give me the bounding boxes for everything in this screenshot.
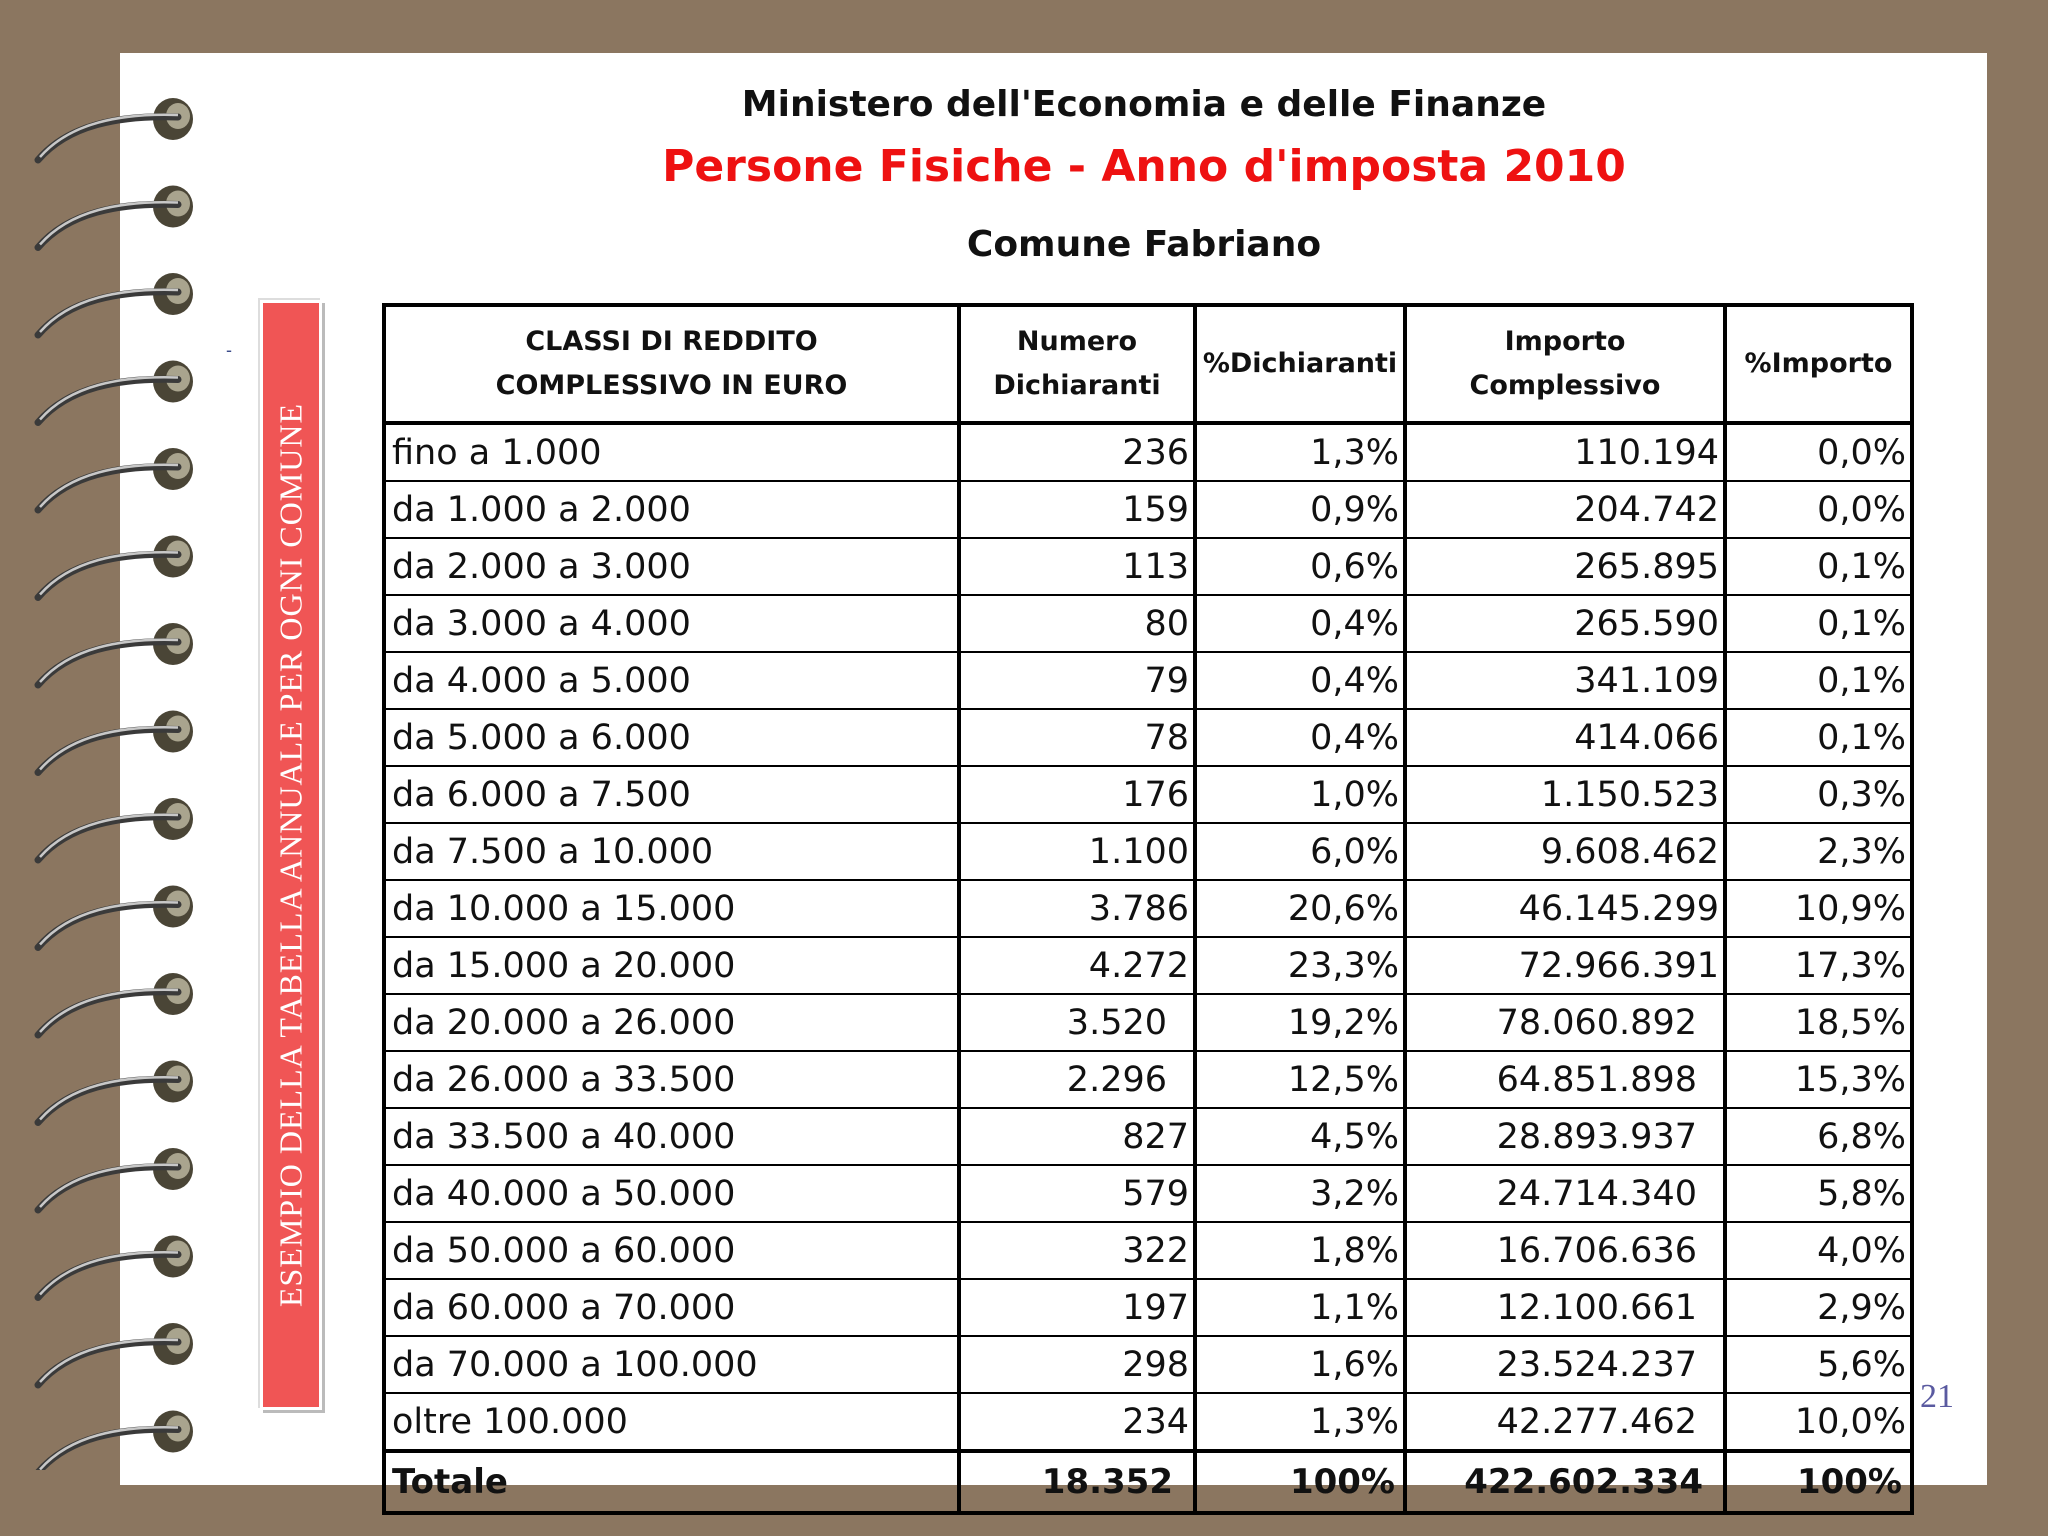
side-label-text: ESEMPIO DELLA TABELLA ANNUALE PER OGNI COMUNE [272, 402, 309, 1308]
cell-pct-amount: 2,3% [1725, 823, 1912, 880]
cell-pct-count: 1,3% [1195, 1393, 1405, 1451]
cell-count: 78 [959, 709, 1195, 766]
spiral-binding [28, 90, 228, 1470]
spiral-coil [38, 448, 193, 510]
spiral-coil [38, 1236, 193, 1298]
cell-income-class: da 50.000 a 60.000 [384, 1222, 959, 1279]
cell-pct-amount: 10,9% [1725, 880, 1912, 937]
side-label-banner [260, 300, 322, 1410]
cell-pct-count: 4,5% [1195, 1108, 1405, 1165]
cell-count: 322 [959, 1222, 1195, 1279]
cell-pct-amount: 0,1% [1725, 538, 1912, 595]
spiral-coil [38, 536, 193, 598]
table-row [384, 994, 1912, 1051]
municipality-title: Comune Fabriano [966, 224, 1322, 265]
cell-income-class: da 20.000 a 26.000 [384, 994, 959, 1051]
cell-count: 234 [959, 1393, 1195, 1451]
report-title: Persone Fisiche - Anno d'imposta 2010 [662, 141, 1626, 192]
cell-count: 80 [959, 595, 1195, 652]
cell-count: 298 [959, 1336, 1195, 1393]
cell-pct-count: 0,6% [1195, 538, 1405, 595]
cell-pct-amount: 10,0% [1725, 1393, 1912, 1451]
cell-amount: 24.714.340 [1405, 1165, 1725, 1222]
cell-amount: 72.966.391 [1405, 937, 1725, 994]
cell-count: 4.272 [959, 937, 1195, 994]
cell-income-class: oltre 100.000 [384, 1393, 959, 1451]
cell-pct-count: 1,8% [1195, 1222, 1405, 1279]
header-amount: Importo Complessivo [1405, 305, 1725, 423]
cell-income-class: da 70.000 a 100.000 [384, 1336, 959, 1393]
table-row [384, 595, 1912, 652]
header-count: Numero Dichiaranti [959, 305, 1195, 423]
cell-amount: 265.590 [1405, 595, 1725, 652]
cell-income-class: da 33.500 a 40.000 [384, 1108, 959, 1165]
cell-count: 79 [959, 652, 1195, 709]
table-row [384, 880, 1912, 937]
table-row [384, 709, 1912, 766]
spiral-coil [38, 886, 193, 948]
cell-income-class: da 40.000 a 50.000 [384, 1165, 959, 1222]
cell-pct-count: 0,9% [1195, 481, 1405, 538]
table-row [384, 1279, 1912, 1336]
cell-pct-amount: 0,0% [1725, 481, 1912, 538]
cell-income-class: da 4.000 a 5.000 [384, 652, 959, 709]
cell-total-amount: 422.602.334 [1405, 1451, 1725, 1513]
cell-income-class: da 15.000 a 20.000 [384, 937, 959, 994]
cell-income-class: da 3.000 a 4.000 [384, 595, 959, 652]
cell-total-count: 18.352 [959, 1451, 1195, 1513]
cell-pct-count: 12,5% [1195, 1051, 1405, 1108]
header-income-class: CLASSI DI REDDITO COMPLESSIVO IN EURO [384, 305, 959, 423]
cell-amount: 78.060.892 [1405, 994, 1725, 1051]
cell-count: 159 [959, 481, 1195, 538]
spiral-coil [38, 1148, 193, 1210]
cell-pct-amount: 0,1% [1725, 709, 1912, 766]
cell-pct-amount: 4,0% [1725, 1222, 1912, 1279]
spiral-coil [38, 273, 193, 335]
cell-amount: 42.277.462 [1405, 1393, 1725, 1451]
cell-pct-amount: 0,0% [1725, 423, 1912, 481]
cell-amount: 28.893.937 [1405, 1108, 1725, 1165]
cell-amount: 414.066 [1405, 709, 1725, 766]
cell-pct-amount: 18,5% [1725, 994, 1912, 1051]
cell-count: 113 [959, 538, 1195, 595]
cell-pct-count: 19,2% [1195, 994, 1405, 1051]
cell-pct-amount: 6,8% [1725, 1108, 1912, 1165]
cell-pct-count: 1,1% [1195, 1279, 1405, 1336]
table-row [384, 1393, 1912, 1451]
ministry-title: Ministero dell'Economia e delle Finanze [741, 84, 1547, 125]
cell-amount: 341.109 [1405, 652, 1725, 709]
cell-total-pct-count: 100% [1195, 1451, 1405, 1513]
table-row [384, 1108, 1912, 1165]
cell-pct-amount: 0,1% [1725, 595, 1912, 652]
table-row [384, 1336, 1912, 1393]
cell-count: 3.520 [959, 994, 1195, 1051]
table-row [384, 766, 1912, 823]
cell-income-class: da 2.000 a 3.000 [384, 538, 959, 595]
cell-amount: 1.150.523 [1405, 766, 1725, 823]
table-row [384, 1165, 1912, 1222]
spiral-coil [38, 1061, 193, 1123]
cell-income-class: da 7.500 a 10.000 [384, 823, 959, 880]
cell-pct-count: 0,4% [1195, 652, 1405, 709]
cell-pct-count: 20,6% [1195, 880, 1405, 937]
table-row [384, 423, 1912, 481]
cell-pct-count: 1,0% [1195, 766, 1405, 823]
cell-count: 1.100 [959, 823, 1195, 880]
cell-income-class: da 26.000 a 33.500 [384, 1051, 959, 1108]
cell-amount: 9.608.462 [1405, 823, 1725, 880]
cell-amount: 110.194 [1405, 423, 1725, 481]
table-header-row [384, 305, 1912, 423]
table-row [384, 481, 1912, 538]
spiral-coil [38, 361, 193, 423]
cell-pct-amount: 15,3% [1725, 1051, 1912, 1108]
cell-amount: 265.895 [1405, 538, 1725, 595]
cell-amount: 204.742 [1405, 481, 1725, 538]
table-row [384, 1222, 1912, 1279]
cell-total-pct-amount: 100% [1725, 1451, 1912, 1513]
cell-count: 197 [959, 1279, 1195, 1336]
table-row [384, 538, 1912, 595]
cell-pct-amount: 5,8% [1725, 1165, 1912, 1222]
cell-pct-amount: 17,3% [1725, 937, 1912, 994]
page-number: 21 [1920, 1378, 1954, 1415]
cell-pct-amount: 0,3% [1725, 766, 1912, 823]
cell-pct-count: 0,4% [1195, 595, 1405, 652]
spiral-coil [38, 798, 193, 860]
cell-count: 2.296 [959, 1051, 1195, 1108]
spiral-coil [38, 973, 193, 1035]
cell-income-class: da 6.000 a 7.500 [384, 766, 959, 823]
spiral-coil [38, 1411, 193, 1471]
cell-amount: 64.851.898 [1405, 1051, 1725, 1108]
table-row [384, 937, 1912, 994]
spiral-coil [38, 711, 193, 773]
cell-count: 236 [959, 423, 1195, 481]
cell-count: 579 [959, 1165, 1195, 1222]
table-row [384, 823, 1912, 880]
cell-income-class: da 5.000 a 6.000 [384, 709, 959, 766]
cell-amount: 23.524.237 [1405, 1336, 1725, 1393]
cell-total-label: Totale [384, 1451, 959, 1513]
income-table [382, 303, 1914, 1515]
cell-income-class: fino a 1.000 [384, 423, 959, 481]
cell-amount: 16.706.636 [1405, 1222, 1725, 1279]
cell-pct-amount: 5,6% [1725, 1336, 1912, 1393]
cell-income-class: da 60.000 a 70.000 [384, 1279, 959, 1336]
cell-count: 176 [959, 766, 1195, 823]
cell-pct-count: 0,4% [1195, 709, 1405, 766]
table-total-row [384, 1451, 1912, 1513]
cell-pct-count: 6,0% [1195, 823, 1405, 880]
cell-count: 827 [959, 1108, 1195, 1165]
cell-pct-count: 23,3% [1195, 937, 1405, 994]
cell-count: 3.786 [959, 880, 1195, 937]
header-pct-count: %Dichiaranti [1195, 305, 1405, 423]
cell-pct-amount: 0,1% [1725, 652, 1912, 709]
cell-income-class: da 1.000 a 2.000 [384, 481, 959, 538]
spiral-coil [38, 623, 193, 685]
table-row [384, 652, 1912, 709]
cell-amount: 46.145.299 [1405, 880, 1725, 937]
side-mark: - [226, 340, 232, 360]
cell-pct-count: 1,3% [1195, 423, 1405, 481]
spiral-coil [38, 1323, 193, 1385]
cell-income-class: da 10.000 a 15.000 [384, 880, 959, 937]
cell-pct-count: 1,6% [1195, 1336, 1405, 1393]
cell-pct-amount: 2,9% [1725, 1279, 1912, 1336]
cell-amount: 12.100.661 [1405, 1279, 1725, 1336]
header-pct-amount: %Importo [1725, 305, 1912, 423]
table-row [384, 1051, 1912, 1108]
cell-pct-count: 3,2% [1195, 1165, 1405, 1222]
